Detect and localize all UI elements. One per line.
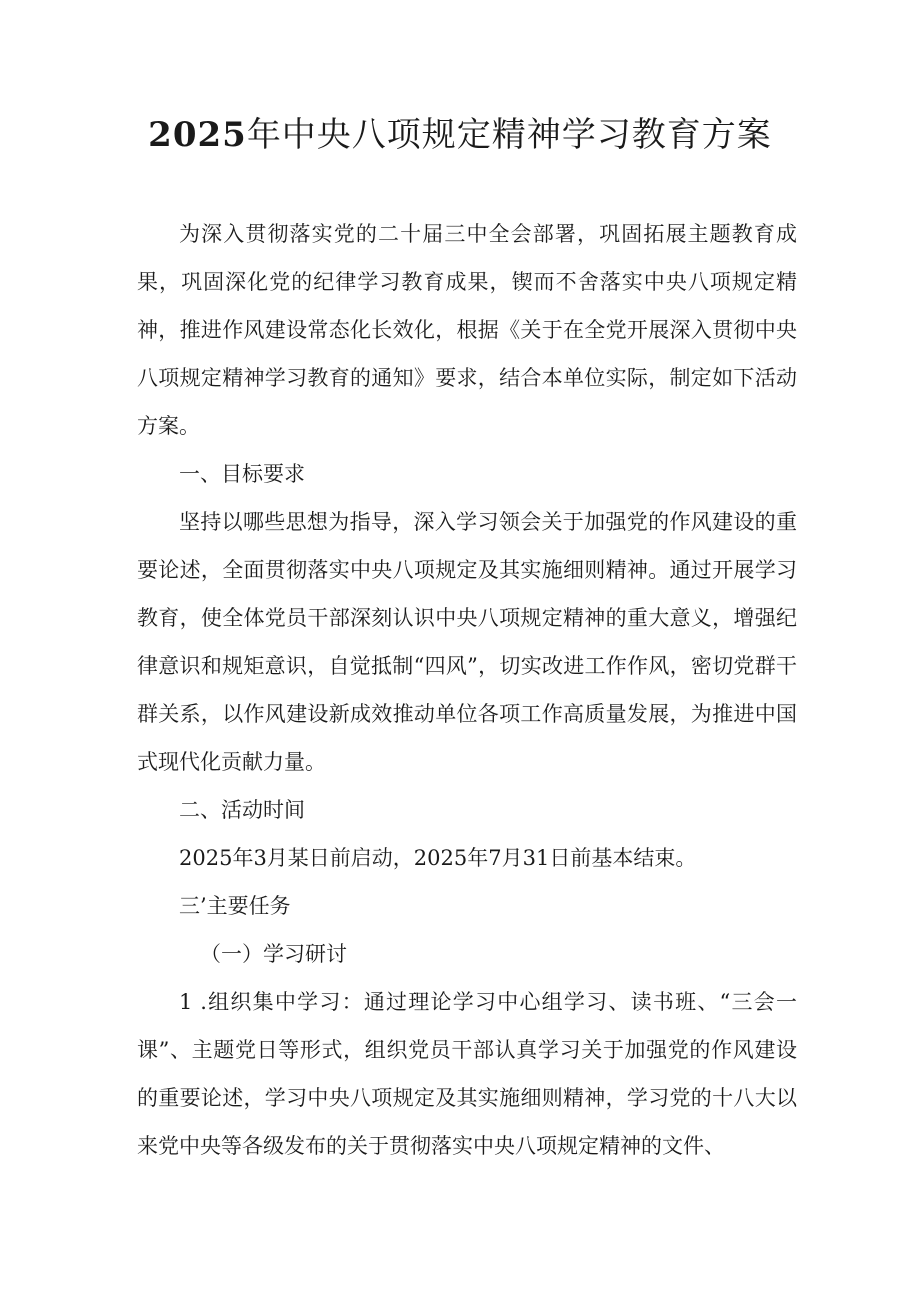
goals-paragraph: 坚持以哪些思想为指导，深入学习领会关于加强党的作风建设的重要论述，全面贯彻落实中央八项规定及其实施细则精神。通过开展学习教育，使全体党员干部深刻认识中央八项规定精神的重大意义，增强纪律意识和规矩意识，自觉抵制“四风”，切实改进工作作风，密切党群干群关系，以作风建设新成效推动单位各项工作高质量发展，为推进中国式现代化贡献力量。 <box>137 510 797 774</box>
section-heading-time: 二、活动时间 <box>179 798 305 822</box>
subsection-heading-study: （一）学习研讨 <box>200 942 347 966</box>
title-text: 年中央八项规定精神学习教育方案 <box>246 115 772 155</box>
title-year: 2025 <box>148 115 247 155</box>
section-heading-tasks: 三’主要任务 <box>179 894 291 918</box>
intro-paragraph: 为深入贯彻落实党的二十届三中全会部署，巩固拓展主题教育成果，巩固深化党的纪律学习教育成果，锲而不舍落实中央八项规定精神，推进作风建设常态化长效化，根据《关于在全党开展深入贯彻中央八项规定精神学习教育的通知》要求，结合本单位实际，制定如下活动方案。 <box>137 222 797 438</box>
time-paragraph: 2025年3月某日前启动，2025年7月31日前基本结束。 <box>179 846 697 870</box>
document-body <box>137 210 797 1170</box>
section-heading-goals: 一、目标要求 <box>179 462 305 486</box>
document-title <box>0 112 920 158</box>
study-paragraph: 1 .组织集中学习：通过理论学习中心组学习、读书班、“三会一课”、主题党日等形式，组织党员干部认真学习关于加强党的作风建设的重要论述，学习中央八项规定及其实施细则精神，学习党的十八大以来党中央等各级发布的关于贯彻落实中央八项规定精神的文件、 <box>137 990 797 1158</box>
